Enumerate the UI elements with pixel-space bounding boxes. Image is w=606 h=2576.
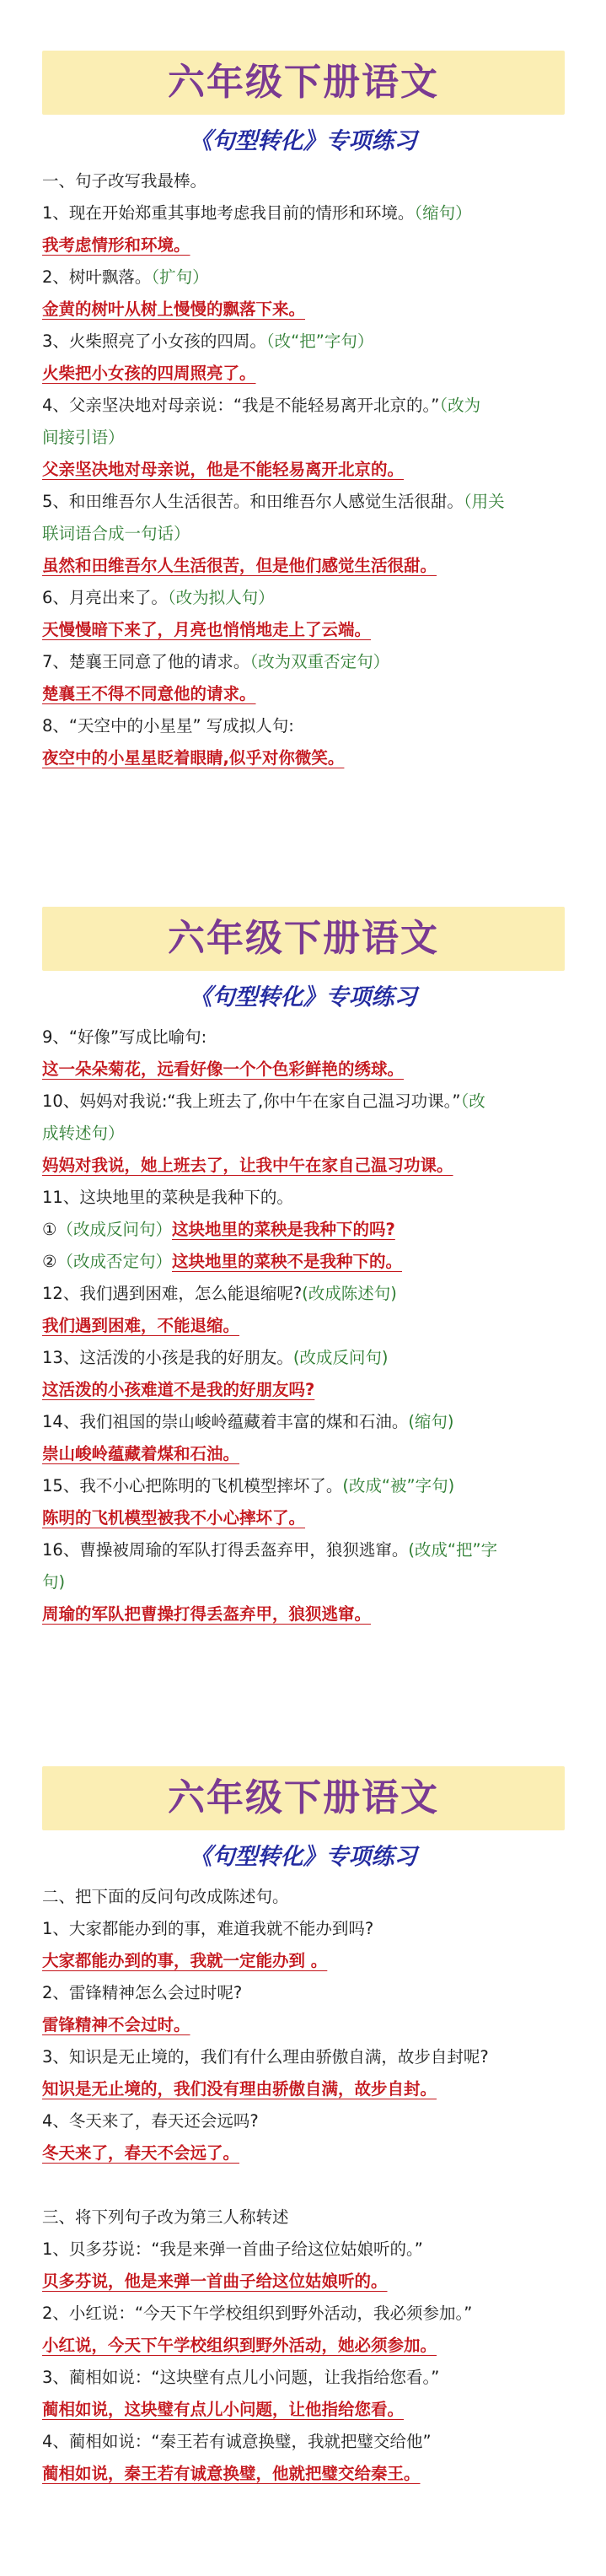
answer-line [42, 1054, 569, 1086]
answer-text: 我考虑情形和环境。 [42, 235, 190, 255]
instruction-hint: (改成“把”字 [408, 1540, 498, 1560]
title-banner [42, 907, 565, 971]
instruction-hint: (改成反问句) [292, 1348, 389, 1367]
question-text: 5、和田维吾尔人生活很苦。和田维吾尔人感觉生活很甜。 [42, 492, 464, 511]
answer-line [42, 2009, 569, 2041]
instruction-hint: (改成“被”字句) [342, 1476, 455, 1495]
title-banner [42, 51, 565, 115]
question-text: 一、句子改写我最棒。 [42, 171, 207, 191]
answer-line [42, 1502, 569, 1534]
answer-text: 楚襄王不得不同意他的请求。 [42, 684, 256, 703]
question-line [42, 197, 569, 229]
worksheet-page-2 [0, 856, 606, 1700]
answer-text: 火柴把小女孩的四周照亮了。 [42, 364, 256, 383]
answer-text: 这块地里的菜秧是我种下的吗? [172, 1220, 395, 1239]
question-text: 3、火柴照亮了小女孩的四周。 [42, 331, 266, 351]
question-line [42, 2234, 569, 2266]
answer-text: 周瑜的军队把曹操打得丢盔弃甲，狼狈逃窜。 [42, 1604, 372, 1624]
question-text: 16、曹操被周瑜的军队打得丢盔弃甲，狼狈逃窜。 [42, 1540, 409, 1560]
instruction-hint: （用关 [463, 492, 505, 511]
answer-text: 雷锋精神不会过时。 [42, 2015, 190, 2034]
instruction-hint: （改为拟人句） [167, 588, 275, 607]
question-text: 3、蔺相如说：“这块壁有点儿小问题，让我指给您看。” [42, 2368, 440, 2387]
question-line [42, 582, 569, 614]
question-text: 三、将下列句子改为第三人称转述 [42, 2207, 289, 2227]
answer-text: 金黄的树叶从树上慢慢的飘落下来。 [42, 299, 306, 319]
question-line [42, 326, 569, 358]
answer-text: 妈妈对我说，她上班去了，让我中午在家自己温习功课。 [42, 1156, 453, 1175]
question-text: 7、楚襄王同意了他的请求。 [42, 652, 250, 671]
answer-line [42, 1374, 569, 1406]
question-line [42, 165, 569, 197]
answer-line [42, 454, 569, 486]
answer-line [42, 1150, 569, 1182]
answer-text: 这活泼的小孩难道不是我的好朋友吗? [42, 1380, 315, 1399]
page-title: 六年级下册语文 [168, 1776, 439, 1819]
title-banner [42, 1766, 565, 1830]
question-line [42, 261, 569, 294]
answer-text: 陈明的飞机模型被我不小心摔坏了。 [42, 1508, 306, 1528]
answer-text: 贝多芬说，他是来弹一首曲子给这位姑娘听的。 [42, 2272, 388, 2291]
question-line [42, 1214, 569, 1246]
question-text: 1、贝多芬说：“我是来弹一首曲子给这位姑娘听的。” [42, 2239, 423, 2259]
answer-text: 父亲坚决地对母亲说，他是不能轻易离开北京的。 [42, 460, 405, 479]
question-line [42, 1913, 569, 1945]
answer-line [42, 1945, 569, 1977]
answer-line [42, 358, 569, 390]
answer-text: 夜空中的小星星眨着眼睛,似乎对你微笑。 [42, 748, 345, 768]
page-subtitle: 《句型转化》专项练习 [189, 1844, 417, 1870]
item-marker: ① [42, 1220, 57, 1239]
question-text: 12、我们遇到困难，怎么能退缩呢? [42, 1284, 303, 1303]
question-text: 4、父亲坚决地对母亲说：“我是不能轻易离开北京的。” [42, 396, 440, 415]
question-text: 13、这活泼的小孩是我的好朋友。 [42, 1348, 293, 1367]
question-text: 14、我们祖国的崇山峻岭蕴藏着丰富的煤和石油。 [42, 1412, 409, 1431]
question-line [42, 2105, 569, 2137]
question-line [42, 646, 569, 678]
instruction-hint-continued: 成转述句） [42, 1124, 125, 1143]
answer-line [42, 294, 569, 326]
answer-text: 大家都能办到的事，我就一定能办到 。 [42, 1951, 328, 1970]
answer-line [42, 742, 569, 774]
question-line [42, 2362, 569, 2394]
page-title: 六年级下册语文 [168, 917, 439, 960]
question-text: 15、我不小心把陈明的飞机模型摔坏了。 [42, 1476, 343, 1495]
question-line [42, 1182, 569, 1214]
question-line [42, 1881, 569, 1913]
instruction-hint-continued: 联词语合成一句话） [42, 524, 190, 543]
question-text: 8、“天空中的小星星” 写成拟人句: [42, 716, 294, 736]
answer-line [42, 2137, 569, 2169]
spacer [42, 2169, 569, 2201]
worksheet-page-3 [0, 1712, 606, 2556]
instruction-hint: （改 [460, 1091, 485, 1111]
answer-text: 蔺相如说，秦王若有诚意换璧，他就把璧交给秦王。 [42, 2464, 421, 2483]
question-line [42, 1534, 569, 1598]
instruction-hint-continued: 间接引语） [42, 428, 125, 447]
page-title: 六年级下册语文 [168, 61, 439, 104]
question-text: 1、大家都能办到的事，难道我就不能办到吗? [42, 1919, 374, 1938]
answer-line [42, 678, 569, 710]
question-text: 2、树叶飘落。 [42, 267, 152, 287]
question-text: 6、月亮出来了。 [42, 588, 168, 607]
answer-line [42, 2394, 569, 2426]
answer-line [42, 614, 569, 646]
question-text: 3、知识是无止境的，我们有什么理由骄傲自满，故步自封呢? [42, 2047, 489, 2067]
instruction-hint: （改成否定句） [56, 1252, 172, 1271]
question-line [42, 2426, 569, 2458]
instruction-hint-continued: 句) [42, 1572, 66, 1592]
question-line [42, 1977, 569, 2009]
answer-text: 小红说，今天下午学校组织到野外活动，她必须参加。 [42, 2336, 437, 2355]
answer-text: 我们遇到困难，不能退缩。 [42, 1316, 240, 1335]
answer-text: 冬天来了，春天不会远了。 [42, 2143, 240, 2163]
answer-text: 天慢慢暗下来了，月亮也悄悄地走上了云端。 [42, 620, 372, 639]
instruction-hint: （改成反问句） [56, 1220, 172, 1239]
answer-text: 这一朵朵菊花，远看好像一个个色彩鲜艳的绣球。 [42, 1059, 405, 1079]
answer-line [42, 229, 569, 261]
instruction-hint: （改为 [439, 396, 481, 415]
exercise-list [42, 1881, 569, 2490]
question-line [42, 1406, 569, 1438]
question-line [42, 1470, 569, 1502]
instruction-hint: （改“把”字句） [265, 331, 374, 351]
answer-line [42, 1598, 569, 1630]
page-subtitle: 《句型转化》专项练习 [189, 128, 417, 154]
question-text: 2、小红说：“今天下午学校组织到野外活动，我必须参加。” [42, 2304, 473, 2323]
answer-line [42, 2073, 569, 2105]
answer-text: 蔺相如说，这块璧有点儿小问题，让他指给您看。 [42, 2400, 405, 2419]
question-line [42, 710, 569, 742]
question-line [42, 486, 569, 550]
question-text: 9、“好像”写成比喻句: [42, 1027, 207, 1047]
question-line [42, 1086, 569, 1150]
answer-line [42, 1438, 569, 1470]
exercise-list [42, 165, 569, 774]
question-line [42, 1278, 569, 1310]
worksheet-page-1 [0, 0, 606, 843]
question-text: 4、冬天来了，春天还会远吗? [42, 2111, 259, 2131]
answer-text: 虽然和田维吾尔人生活很苦，但是他们感觉生活很甜。 [42, 556, 437, 575]
answer-text: 知识是无止境的，我们没有理由骄傲自满，故步自封。 [42, 2079, 437, 2099]
question-text: 1、现在开始郑重其事地考虑我目前的情形和环境。 [42, 203, 415, 223]
instruction-hint: （改为双重否定句） [249, 652, 390, 671]
question-line [42, 2298, 569, 2330]
question-line [42, 2041, 569, 2073]
question-line [42, 390, 569, 454]
question-line [42, 2201, 569, 2234]
instruction-hint: （扩句） [151, 267, 209, 287]
instruction-hint: （缩句） [414, 203, 472, 223]
answer-line [42, 2266, 569, 2298]
exercise-list [42, 1021, 569, 1630]
answer-line [42, 2330, 569, 2362]
answer-line [42, 1310, 569, 1342]
instruction-hint: (改成陈述句) [302, 1284, 397, 1303]
question-text: 11、这块地里的菜秧是我种下的。 [42, 1188, 293, 1207]
answer-line [42, 550, 569, 582]
answer-line [42, 2458, 569, 2490]
question-text: 二、把下面的反问句改成陈述句。 [42, 1887, 289, 1906]
question-text: 2、雷锋精神怎么会过时呢? [42, 1983, 243, 2002]
item-marker: ② [42, 1252, 57, 1271]
question-line [42, 1021, 569, 1054]
answer-text: 崇山峻岭蕴藏着煤和石油。 [42, 1444, 240, 1463]
question-text: 10、妈妈对我说:“我上班去了,你中午在家自己温习功课。” [42, 1091, 461, 1111]
answer-text: 这块地里的菜秧不是我种下的。 [172, 1252, 403, 1271]
question-text: 4、蔺相如说：“秦王若有诚意换璧，我就把璧交给他” [42, 2432, 432, 2451]
page-subtitle: 《句型转化》专项练习 [189, 984, 417, 1010]
instruction-hint: (缩句) [408, 1412, 454, 1431]
question-line [42, 1342, 569, 1374]
question-line [42, 1246, 569, 1278]
